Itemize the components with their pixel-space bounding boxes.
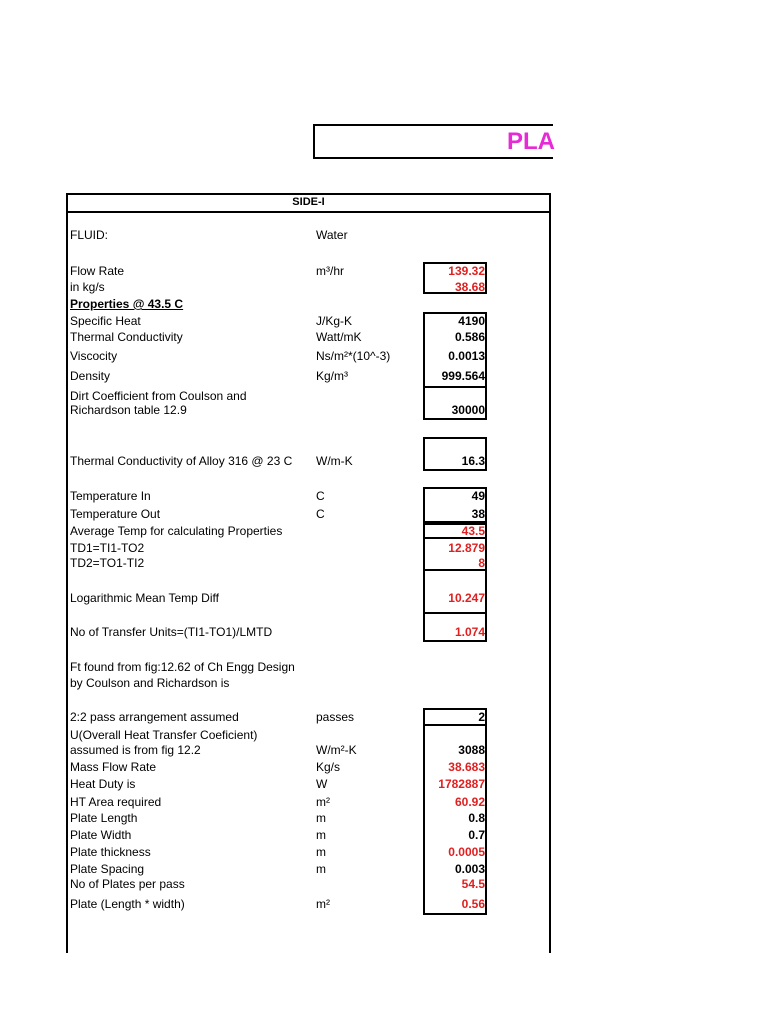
temp-out-value: 38 <box>471 507 485 521</box>
pass-arr-unit: passes <box>316 710 355 724</box>
plate-area-label: Plate (Length * width) <box>70 897 185 911</box>
ntu-label: No of Transfer Units=(TI1-TO1)/LMTD <box>70 625 273 639</box>
plate-width-value: 0.7 <box>468 828 485 842</box>
viscosity-value: 0.0013 <box>448 349 485 363</box>
plate-length-value: 0.8 <box>468 811 485 825</box>
thermal-cond-label: Thermal Conductivity <box>70 330 183 344</box>
specific-heat-unit: J/Kg-K <box>316 314 353 328</box>
td2-label: TD2=TO1-TI2 <box>70 556 145 570</box>
plate-length-unit: m <box>316 811 326 825</box>
td1-label: TD1=TI1-TO2 <box>70 541 145 555</box>
density-value: 999.564 <box>441 369 485 383</box>
in-kgs-label: in kg/s <box>70 280 105 294</box>
temp-out-label: Temperature Out <box>70 507 161 521</box>
ht-area-unit: m² <box>316 795 330 809</box>
plate-area-unit: m² <box>316 897 330 911</box>
mass-flow-value: 38.683 <box>448 760 485 774</box>
plate-spacing-value: 0.003 <box>454 862 485 876</box>
avg-temp-value: 43.5 <box>461 524 485 538</box>
plate-thickness-value: 0.0005 <box>448 845 485 859</box>
pass-arr-label: 2:2 pass arrangement assumed <box>70 710 239 724</box>
flow-rate-value: 139.32 <box>448 264 485 278</box>
u-label-2: assumed is from fig 12.2 <box>70 743 201 757</box>
dirt-coeff-value: 30000 <box>451 403 485 417</box>
u-label-1: U(Overall Heat Transfer Coeficient) <box>70 728 258 742</box>
flow-rate-unit: m³/hr <box>316 264 344 278</box>
thermal-cond-value: 0.586 <box>454 330 485 344</box>
temp-in-unit: C <box>316 489 325 503</box>
avg-temp-label: Average Temp for calculating Properties <box>70 524 283 538</box>
ht-area-value: 60.92 <box>454 795 485 809</box>
lmtd-value: 10.247 <box>448 591 485 605</box>
heat-duty-label: Heat Duty is <box>70 777 136 791</box>
plate-area-value: 0.56 <box>461 897 485 911</box>
plate-width-label: Plate Width <box>70 828 132 842</box>
fluid-label: FLUID: <box>70 228 109 242</box>
ft-label-1: Ft found from fig:12.62 of Ch Engg Design <box>70 660 295 674</box>
specific-heat-value: 4190 <box>458 314 485 328</box>
temp-in-value: 49 <box>471 489 485 503</box>
lmtd-label: Logarithmic Mean Temp Diff <box>70 591 219 605</box>
dirt-coeff-label-2: Richardson table 12.9 <box>70 403 187 417</box>
td2-value: 8 <box>478 556 485 570</box>
in-kgs-value: 38.68 <box>454 280 485 294</box>
td1-value: 12.879 <box>448 541 485 555</box>
side-i-header <box>66 193 551 213</box>
plate-thickness-unit: m <box>316 845 326 859</box>
u-unit: W/m²-K <box>316 743 357 757</box>
dirt-coeff-label-1: Dirt Coefficient from Coulson and <box>70 389 247 403</box>
density-label: Density <box>70 369 111 383</box>
temp-out-unit: C <box>316 507 325 521</box>
alloy-cond-value: 16.3 <box>461 454 485 468</box>
properties-heading: Properties @ 43.5 C <box>70 297 184 311</box>
plates-per-pass-value: 54.5 <box>461 877 485 891</box>
plate-thickness-label: Plate thickness <box>70 845 151 859</box>
pass-arr-value: 2 <box>478 710 485 724</box>
side-i-label: SIDE-I <box>292 196 325 208</box>
flow-rate-label: Flow Rate <box>70 264 125 278</box>
plates-per-pass-label: No of Plates per pass <box>70 877 185 891</box>
plate-length-label: Plate Length <box>70 811 138 825</box>
plate-spacing-unit: m <box>316 862 326 876</box>
plate-width-unit: m <box>316 828 326 842</box>
thermal-cond-unit: Watt/mK <box>316 330 362 344</box>
plate-spacing-label: Plate Spacing <box>70 862 145 876</box>
mass-flow-unit: Kg/s <box>316 760 341 774</box>
viscosity-label: Viscocity <box>70 349 118 363</box>
heat-duty-value: 1782887 <box>438 777 485 791</box>
heat-duty-unit: W <box>316 777 328 791</box>
ht-area-label: HT Area required <box>70 795 162 809</box>
density-unit: Kg/m³ <box>316 369 349 383</box>
viscosity-unit: Ns/m²*(10^-3) <box>316 349 391 363</box>
temp-in-label: Temperature In <box>70 489 151 503</box>
ntu-value: 1.074 <box>454 625 485 639</box>
alloy-cond-unit: W/m-K <box>316 454 353 468</box>
specific-heat-label: Specific Heat <box>70 314 141 328</box>
alloy-cond-label: Thermal Conductivity of Alloy 316 @ 23 C <box>70 454 293 468</box>
ft-label-2: by Coulson and Richardson is <box>70 676 230 690</box>
fluid-value: Water <box>316 228 348 242</box>
mass-flow-label: Mass Flow Rate <box>70 760 157 774</box>
page-title: PLA <box>507 128 555 155</box>
title-box <box>313 124 553 159</box>
u-value: 3088 <box>458 743 485 757</box>
